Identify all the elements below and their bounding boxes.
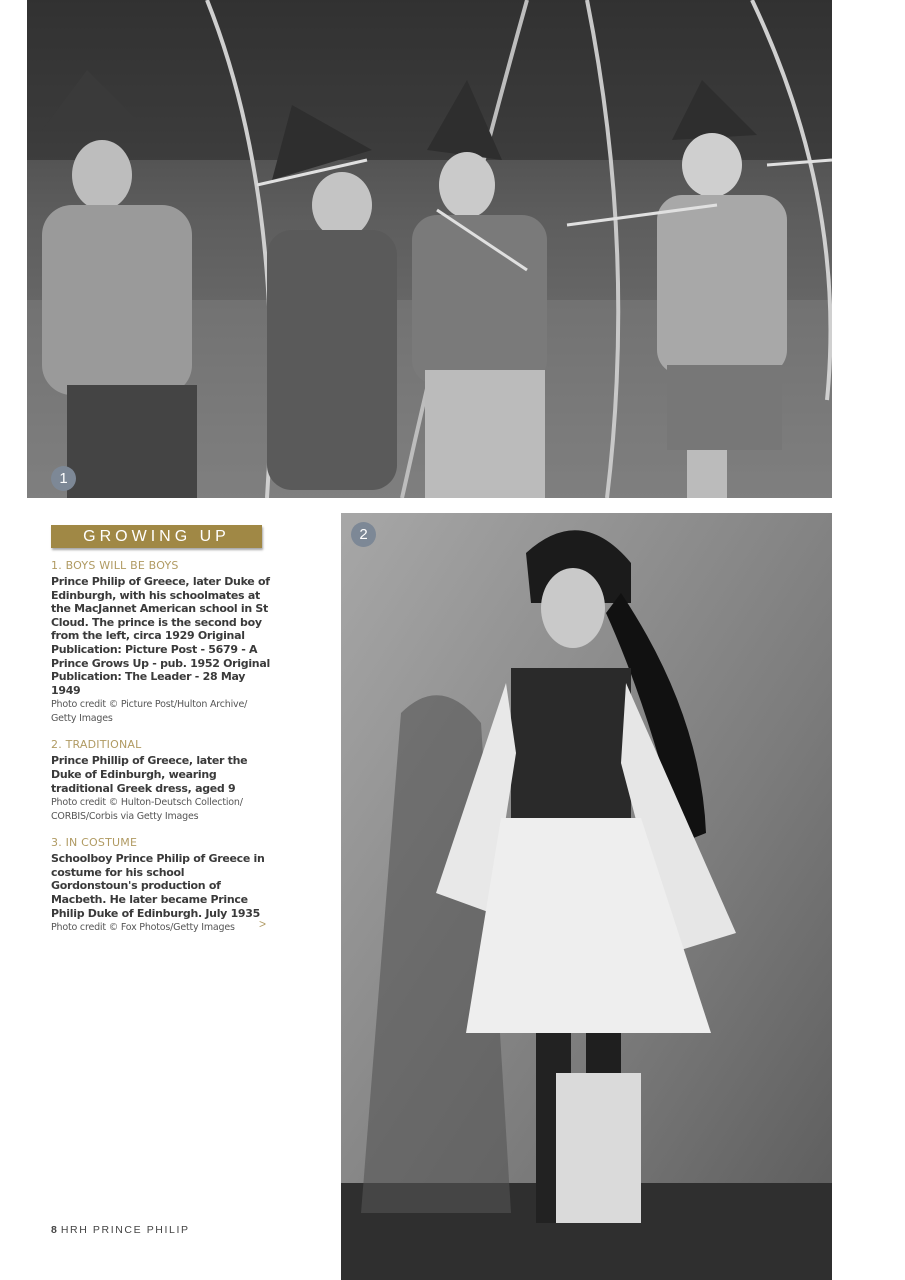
caption-2 bbox=[51, 738, 271, 823]
caption-credit: Photo credit © Picture Post/Hulton Archive/ Getty Images bbox=[51, 699, 248, 724]
publication-title: HRH PRINCE PHILIP bbox=[60, 1224, 190, 1236]
photo-number-badge: 2 bbox=[351, 522, 376, 547]
caption-title: 2. TRADITIONAL bbox=[51, 738, 142, 752]
section-title: GROWING UP bbox=[51, 525, 262, 548]
caption-body: Prince Phillip of Greece, later the Duke of Edinburgh, wearing traditional Greek dress, aged 9 bbox=[51, 754, 248, 795]
photo-traditional-dress bbox=[341, 513, 832, 1280]
next-page-arrow-icon[interactable]: > bbox=[259, 917, 267, 931]
page-footer bbox=[51, 1224, 190, 1236]
caption-credit: Photo credit © Fox Photos/Getty Images bbox=[51, 922, 235, 934]
caption-title: 3. IN COSTUME bbox=[51, 836, 138, 850]
photo-number-badge: 1 bbox=[51, 466, 76, 491]
photo-boys-archery bbox=[27, 0, 832, 498]
caption-credit: Photo credit © Hulton-Deutsch Collection/ CORBIS/Corbis via Getty Images bbox=[51, 797, 243, 822]
caption-column bbox=[51, 559, 271, 948]
caption-3 bbox=[51, 836, 271, 934]
caption-1 bbox=[51, 559, 271, 725]
page-number: 8 bbox=[51, 1224, 57, 1236]
caption-body: Schoolboy Prince Philip of Greece in costume for his school Gordonstoun's production of Macbeth. He later became Prince Philip Duke of Edinburgh. July 1935 bbox=[51, 852, 265, 920]
caption-title: 1. BOYS WILL BE BOYS bbox=[51, 559, 179, 572]
caption-body: Prince Philip of Greece, later Duke of Edinburgh, with his schoolmates at the MacJannet American school in St Cloud. The prince is the second boy from the left, circa 1929 Original Publication: Picture Post - 5679 - A Prince Grows Up - pub. 1952 Original Publication: The Leader - 28 May 1949 bbox=[51, 575, 270, 697]
